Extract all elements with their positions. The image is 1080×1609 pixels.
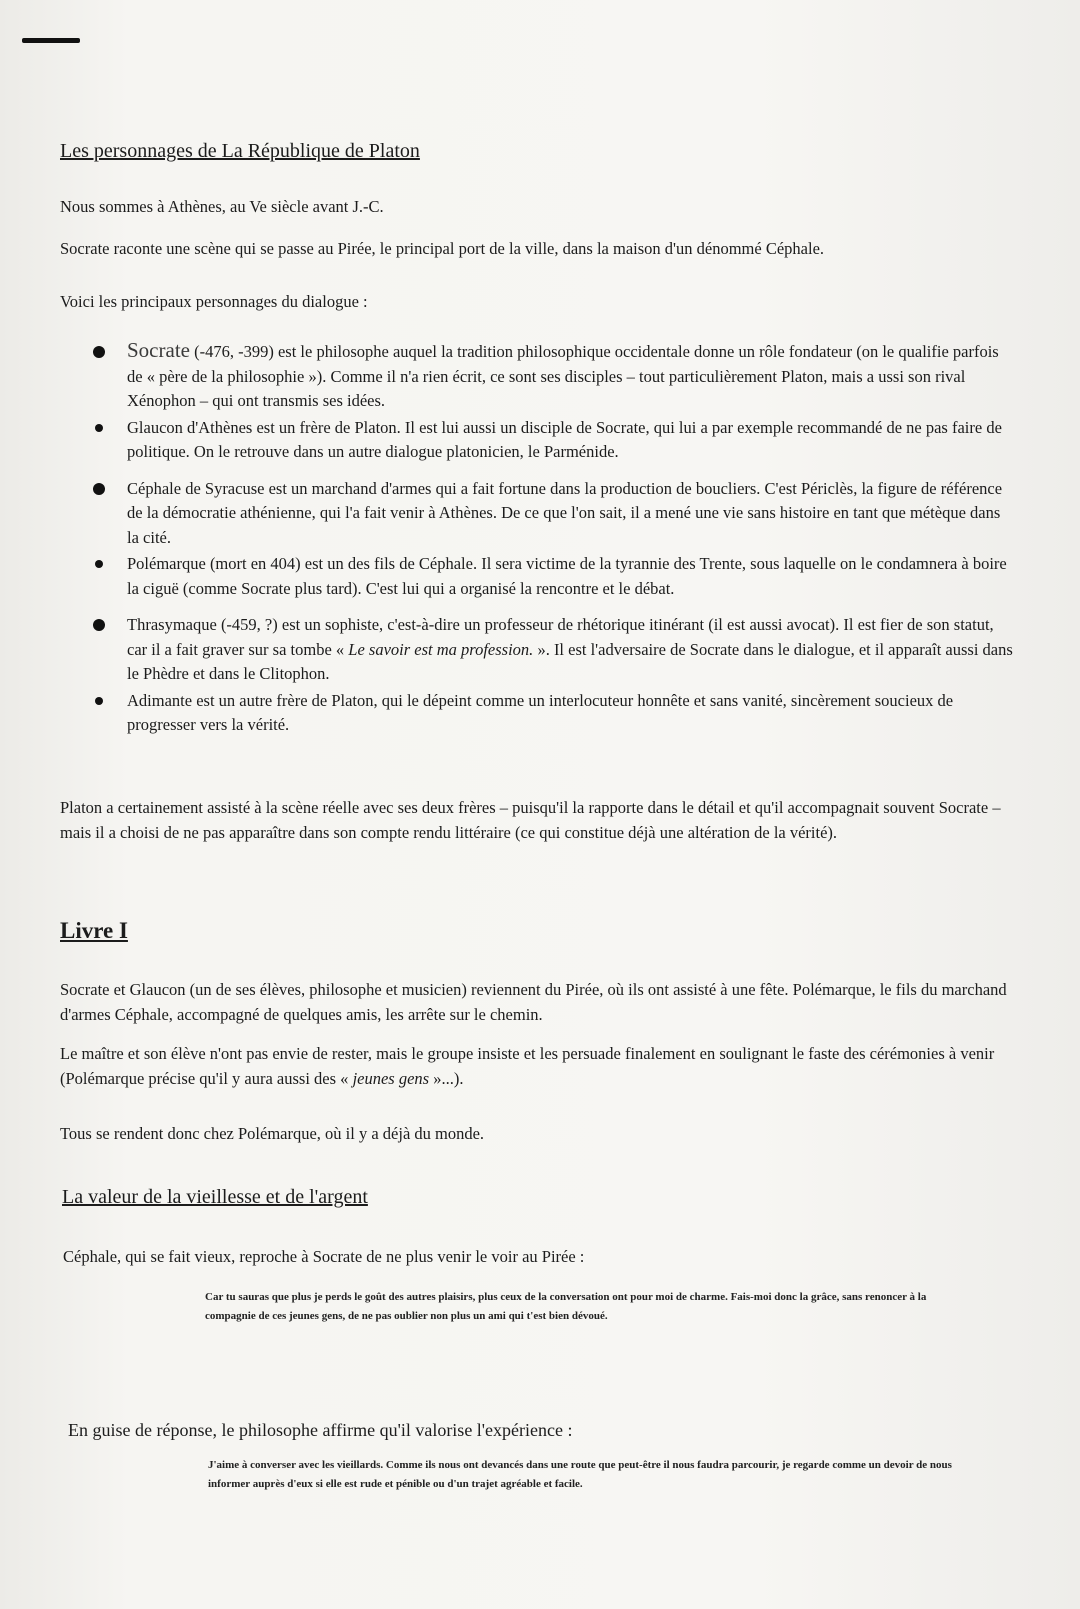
- character-name: Thrasymaque: [127, 615, 217, 634]
- character-text: est un autre frère de Platon, qui le dépeint comme un interlocuteur honnête et sans vanité, sincèrement soucieux de progresser vers la vérité.: [127, 690, 954, 734]
- list-item: [95, 416, 1015, 465]
- bullet-icon: [95, 697, 103, 705]
- page-title: Les personnages de La République de Platon: [60, 140, 420, 162]
- livre-p2-before: Le maître et son élève n'ont pas envie de rester, mais le groupe insiste et les persuade finalement en soulignant le faste des cérémonies à venir (Polémarque précise qu'il y aura aussi des «: [60, 1044, 995, 1088]
- livre-p2-after: »...).: [429, 1068, 464, 1088]
- character-name: Socrate: [127, 338, 190, 362]
- intro-line-1: Nous sommes à Athènes, au Ve siècle avant J.-C.: [60, 197, 384, 216]
- character-text: de Syracuse est un marchand d'armes qui a fait fortune dans la production de boucliers. C'est Périclès, la figure de référence de la démocratie athénienne, qui l'a fait venir à Athènes. De ce que l'on sait, il a mené une vie sans histoire en tant que métèque dans la cité.: [127, 478, 1003, 547]
- cephale-intro: Céphale, qui se fait vieux, reproche à Socrate de ne plus venir le voir au Pirée :: [63, 1247, 585, 1266]
- character-name: Adimante: [127, 690, 193, 710]
- character-text: (-476, -399) est le philosophe auquel la tradition philosophique occidentale donne un rôle fondateur (on le qualifie parfois de « père de la philosophie »). Comme il n'a rien écrit, ce sont ses disciples – tout particulièrement Platon, mais a ussi son rival Xénophon – qui ont transmis ses idées.: [127, 342, 999, 410]
- list-item: [95, 552, 1015, 601]
- list-item: [95, 338, 1015, 414]
- character-text: d'Athènes est un frère de Platon. Il est lui aussi un disciple de Socrate, qui lui a par exemple recommandé de ne pas faire de politique. On le retrouve dans un autre dialogue platonicien, le Parménide.: [127, 417, 1002, 461]
- cephale-quote: Car tu sauras que plus je perds le goût des autres plaisirs, plus ceux de la conversation ont pour moi de charme. Fais-moi donc la grâce, sans renoncer à la compagnie de ces jeunes gens, de ne pas oublier non plus un ami qui t'est bien dévoué.: [205, 1291, 927, 1322]
- livre-paragraph-3: Tous se rendent donc chez Polémarque, où il y a déjà du monde.: [60, 1124, 485, 1143]
- platon-paragraph: Platon a certainement assisté à la scène réelle avec ses deux frères – puisqu'il la rapporte dans le détail et qu'il accompagnait souvent Socrate – mais il a choisi de ne pas apparaître dans son compte rendu littéraire (ce qui constitue déjà une altération de la vérité).: [60, 798, 1001, 842]
- livre-paragraph-2: [60, 1042, 1020, 1091]
- corner-mark: [22, 38, 80, 43]
- character-list: [95, 338, 1015, 738]
- livre-p2-emphasis: jeunes gens: [352, 1068, 430, 1088]
- list-item: [95, 613, 1015, 687]
- section-title: La valeur de la vieillesse et de l'argent: [62, 1186, 368, 1208]
- intro-line-3: Voici les principaux personnages du dialogue :: [60, 292, 368, 311]
- livre-paragraph-1: Socrate et Glaucon (un de ses élèves, philosophe et musicien) reviennent du Pirée, où ils ont assisté à une fête. Polémarque, le fils du marchand d'armes Céphale, accompagné de quelques amis, les arrête sur le chemin.: [60, 980, 1007, 1024]
- bullet-icon: [93, 619, 105, 631]
- list-item: [95, 689, 1015, 738]
- livre-title: Livre I: [60, 918, 128, 943]
- bullet-icon: [95, 560, 103, 568]
- intro-line-2: Socrate raconte une scène qui se passe au Pirée, le principal port de la ville, dans la maison d'un dénommé Céphale.: [60, 239, 825, 258]
- character-name: Polémarque: [127, 554, 206, 573]
- bullet-icon: [93, 483, 105, 495]
- socrate-quote: J'aime à converser avec les vieillards. Comme ils nous ont devancés dans une route que peut-être il nous faudra parcourir, je regarde comme un devoir de nous informer auprès d'eux si elle est rude et pénible ou d'un trajet agréable et facile.: [208, 1459, 952, 1490]
- character-name: Céphale: [127, 478, 182, 498]
- character-text-after: ». Il est l'adversaire de Socrate dans le dialogue, et il apparaît aussi dans le Phèdre et dans le Clitophon.: [127, 639, 1013, 683]
- character-text: (mort en 404) est un des fils de Céphale. Il sera victime de la tyrannie des Trente, sous laquelle on le condamnera à boire la ciguë (comme Socrate plus tard). C'est lui qui a organisé la rencontre et le débat.: [127, 554, 1007, 598]
- socrate-intro: En guise de réponse, le philosophe affirme qu'il valorise l'expérience :: [68, 1420, 573, 1440]
- bullet-icon: [93, 346, 105, 358]
- list-item: [95, 477, 1015, 551]
- character-name: Glaucon: [127, 417, 183, 437]
- tomb-quote: Le savoir est ma profession.: [348, 639, 534, 659]
- bullet-icon: [95, 424, 103, 432]
- character-text-before: (-459, ?) est un sophiste, c'est-à-dire un professeur de rhétorique itinérant (il est aussi avocat). Il est fier de son statut, car il a fait graver sur sa tombe «: [127, 615, 994, 659]
